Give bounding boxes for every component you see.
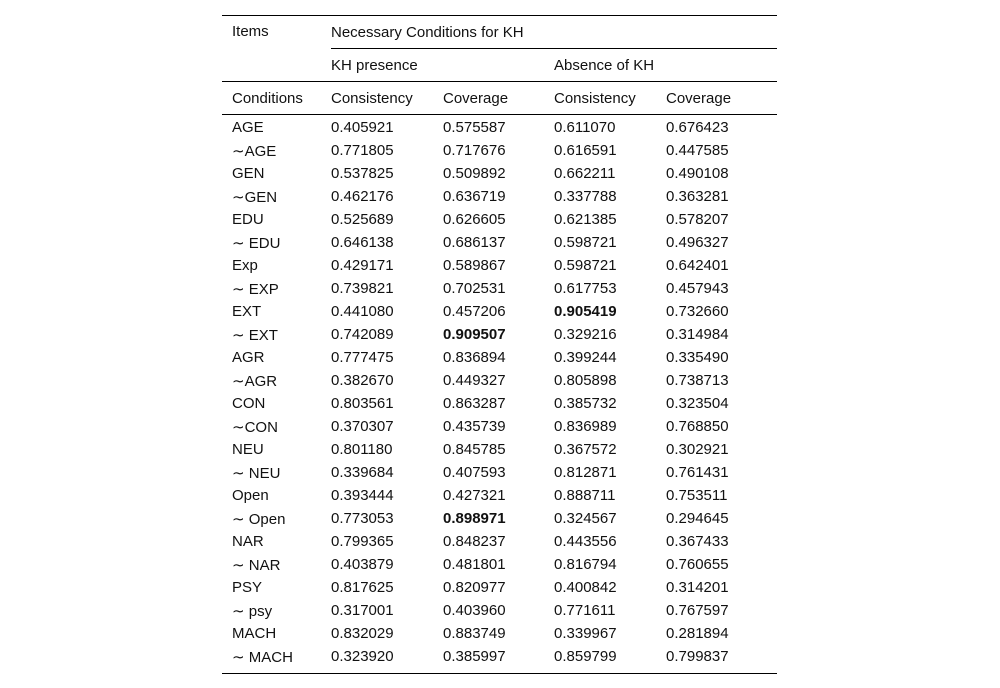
absence-consistency-cell: 0.598721 — [554, 257, 617, 274]
presence-consistency-cell: 0.799365 — [331, 533, 394, 550]
absence-coverage-cell: 0.367433 — [666, 533, 729, 550]
condition-cell: ∼ psy — [232, 602, 273, 620]
table-row — [222, 346, 777, 369]
kh-presence-header: KH presence — [331, 56, 418, 74]
column-header-row — [222, 81, 777, 115]
header-right-block — [331, 16, 777, 81]
table-row — [222, 392, 777, 415]
absence-consistency-cell: 0.598721 — [554, 234, 617, 251]
presence-consistency-cell: 0.773053 — [331, 510, 394, 527]
absence-coverage-cell: 0.302921 — [666, 441, 729, 458]
presence-coverage-cell: 0.848237 — [443, 533, 506, 550]
absence-coverage-cell: 0.363281 — [666, 188, 729, 205]
condition-cell: ∼GEN — [232, 188, 278, 206]
presence-coverage-cell: 0.589867 — [443, 257, 506, 274]
condition-cell: ∼ NAR — [232, 556, 281, 574]
presence-consistency-cell: 0.317001 — [331, 602, 394, 619]
absence-coverage-cell: 0.761431 — [666, 464, 729, 481]
presence-coverage-cell: 0.449327 — [443, 372, 506, 389]
group-title: Necessary Conditions for KH — [331, 16, 777, 49]
presence-coverage-cell: 0.820977 — [443, 579, 506, 596]
presence-coverage-cell: 0.909507 — [443, 326, 506, 343]
presence-coverage-cell: 0.702531 — [443, 280, 506, 297]
absence-coverage-cell: 0.323504 — [666, 395, 729, 412]
presence-coverage-cell: 0.898971 — [443, 510, 506, 527]
table-row — [222, 277, 777, 300]
table-row — [222, 507, 777, 530]
absence-coverage-cell: 0.294645 — [666, 510, 729, 527]
condition-cell: MACH — [232, 625, 277, 642]
absence-coverage-cell: 0.457943 — [666, 280, 729, 297]
absence-consistency-cell: 0.337788 — [554, 188, 617, 205]
absence-coverage-cell: 0.768850 — [666, 418, 729, 435]
condition-cell: ∼ EXP — [232, 280, 279, 298]
condition-cell: ∼ EXT — [232, 326, 278, 344]
presence-coverage-cell: 0.457206 — [443, 303, 506, 320]
necessary-conditions-table — [222, 15, 777, 674]
presence-coverage-cell: 0.385997 — [443, 648, 506, 665]
presence-coverage-cell: 0.575587 — [443, 119, 506, 136]
condition-cell: PSY — [232, 579, 263, 596]
presence-consistency-cell: 0.771805 — [331, 142, 394, 159]
absence-coverage-cell: 0.496327 — [666, 234, 729, 251]
absence-consistency-cell: 0.400842 — [554, 579, 617, 596]
absence-consistency-cell: 0.905419 — [554, 303, 617, 320]
condition-cell: NEU — [232, 441, 264, 458]
condition-cell: ∼ EDU — [232, 234, 281, 252]
presence-consistency-cell: 0.323920 — [331, 648, 394, 665]
presence-consistency-cell: 0.441080 — [331, 303, 394, 320]
absence-coverage-cell: 0.799837 — [666, 648, 729, 665]
table-row — [222, 254, 777, 277]
absence-consistency-cell: 0.329216 — [554, 326, 617, 343]
conditions-header: Conditions — [232, 89, 303, 107]
presence-coverage-cell: 0.636719 — [443, 188, 506, 205]
absence-coverage-cell: 0.335490 — [666, 349, 729, 366]
condition-cell: CON — [232, 395, 266, 412]
presence-consistency-cell: 0.803561 — [331, 395, 394, 412]
absence-consistency-cell: 0.399244 — [554, 349, 617, 366]
absence-consistency-cell: 0.324567 — [554, 510, 617, 527]
table-row — [222, 622, 777, 645]
presence-consistency-cell: 0.403879 — [331, 556, 394, 573]
absence-coverage-cell: 0.281894 — [666, 625, 729, 642]
absence-consistency-cell: 0.621385 — [554, 211, 617, 228]
table-row — [222, 438, 777, 461]
items-header: Items — [232, 23, 269, 40]
table-header — [222, 16, 777, 81]
table-row — [222, 208, 777, 231]
presence-consistency-cell: 0.832029 — [331, 625, 394, 642]
table-row — [222, 231, 777, 254]
table-row — [222, 599, 777, 622]
subgroup-headers — [331, 49, 777, 81]
absence-coverage-cell: 0.314201 — [666, 579, 729, 596]
table-row — [222, 530, 777, 553]
presence-consistency-cell: 0.382670 — [331, 372, 394, 389]
presence-coverage-cell: 0.427321 — [443, 487, 506, 504]
absence-consistency-cell: 0.339967 — [554, 625, 617, 642]
presence-consistency-cell: 0.742089 — [331, 326, 394, 343]
condition-cell: EDU — [232, 211, 264, 228]
absence-coverage-cell: 0.642401 — [666, 257, 729, 274]
table-row — [222, 369, 777, 392]
presence-coverage-cell: 0.845785 — [443, 441, 506, 458]
table-row — [222, 553, 777, 576]
absence-consistency-cell: 0.617753 — [554, 280, 617, 297]
absence-consistency-cell: 0.836989 — [554, 418, 617, 435]
absence-coverage-cell: 0.767597 — [666, 602, 729, 619]
table-row — [222, 300, 777, 323]
presence-consistency-cell: 0.777475 — [331, 349, 394, 366]
condition-cell: GEN — [232, 165, 265, 182]
absence-consistency-cell: 0.616591 — [554, 142, 617, 159]
absence-consistency-cell: 0.771611 — [554, 602, 616, 619]
kh-absence-header: Absence of KH — [554, 56, 655, 74]
presence-coverage-cell: 0.686137 — [443, 234, 506, 251]
presence-coverage-cell: 0.407593 — [443, 464, 506, 481]
condition-cell: AGR — [232, 349, 265, 366]
presence-coverage-cell: 0.836894 — [443, 349, 506, 366]
presence-consistency-cell: 0.462176 — [331, 188, 394, 205]
presence-consistency-cell: 0.739821 — [331, 280, 394, 297]
presence-consistency-cell: 0.537825 — [331, 165, 394, 182]
presence-consistency-cell: 0.429171 — [331, 257, 394, 274]
absence-coverage-cell: 0.732660 — [666, 303, 729, 320]
table-row — [222, 162, 777, 185]
absence-consistency-cell: 0.812871 — [554, 464, 617, 481]
presence-coverage-cell: 0.403960 — [443, 602, 506, 619]
condition-cell: ∼ MACH — [232, 648, 293, 666]
table-row — [222, 415, 777, 438]
presence-coverage-cell: 0.717676 — [443, 142, 506, 159]
absence-consistency-cell: 0.443556 — [554, 533, 617, 550]
condition-cell: Exp — [232, 257, 258, 274]
table-row — [222, 116, 777, 139]
absence-consistency-header: Consistency — [554, 89, 636, 107]
presence-consistency-cell: 0.370307 — [331, 418, 394, 435]
absence-consistency-cell: 0.859799 — [554, 648, 617, 665]
presence-consistency-cell: 0.801180 — [331, 441, 393, 458]
absence-coverage-cell: 0.760655 — [666, 556, 729, 573]
table-row — [222, 323, 777, 346]
condition-cell: EXT — [232, 303, 262, 320]
condition-cell: ∼CON — [232, 418, 278, 436]
absence-coverage-header: Coverage — [666, 89, 732, 107]
presence-consistency-cell: 0.646138 — [331, 234, 394, 251]
absence-coverage-cell: 0.314984 — [666, 326, 729, 343]
condition-cell: Open — [232, 487, 269, 504]
absence-consistency-cell: 0.888711 — [554, 487, 616, 504]
condition-cell: AGE — [232, 119, 264, 136]
condition-cell: ∼AGE — [232, 142, 277, 160]
absence-consistency-cell: 0.662211 — [554, 165, 616, 182]
absence-coverage-cell: 0.447585 — [666, 142, 729, 159]
condition-cell: ∼ Open — [232, 510, 286, 528]
table-row — [222, 139, 777, 162]
table-body — [222, 115, 777, 673]
presence-consistency-cell: 0.817625 — [331, 579, 394, 596]
presence-consistency-cell: 0.405921 — [331, 119, 394, 136]
absence-coverage-cell: 0.753511 — [666, 487, 728, 504]
presence-coverage-cell: 0.626605 — [443, 211, 506, 228]
presence-coverage-cell: 0.883749 — [443, 625, 506, 642]
absence-coverage-cell: 0.578207 — [666, 211, 729, 228]
presence-consistency-cell: 0.393444 — [331, 487, 394, 504]
absence-consistency-cell: 0.385732 — [554, 395, 617, 412]
absence-coverage-cell: 0.676423 — [666, 119, 729, 136]
absence-consistency-cell: 0.367572 — [554, 441, 617, 458]
table-row — [222, 645, 777, 668]
presence-consistency-cell: 0.525689 — [331, 211, 394, 228]
absence-consistency-cell: 0.816794 — [554, 556, 617, 573]
absence-consistency-cell: 0.611070 — [554, 119, 616, 136]
table-row — [222, 576, 777, 599]
presence-coverage-cell: 0.509892 — [443, 165, 506, 182]
presence-coverage-cell: 0.435739 — [443, 418, 506, 435]
condition-cell: ∼ NEU — [232, 464, 281, 482]
presence-coverage-cell: 0.481801 — [443, 556, 506, 573]
presence-consistency-cell: 0.339684 — [331, 464, 394, 481]
condition-cell: ∼AGR — [232, 372, 278, 390]
absence-coverage-cell: 0.738713 — [666, 372, 729, 389]
table-row — [222, 185, 777, 208]
presence-consistency-header: Consistency — [331, 89, 413, 107]
table-row — [222, 461, 777, 484]
presence-coverage-header: Coverage — [443, 89, 509, 107]
condition-cell: NAR — [232, 533, 264, 550]
table-row — [222, 484, 777, 507]
absence-consistency-cell: 0.805898 — [554, 372, 617, 389]
absence-coverage-cell: 0.490108 — [666, 165, 729, 182]
presence-coverage-cell: 0.863287 — [443, 395, 506, 412]
